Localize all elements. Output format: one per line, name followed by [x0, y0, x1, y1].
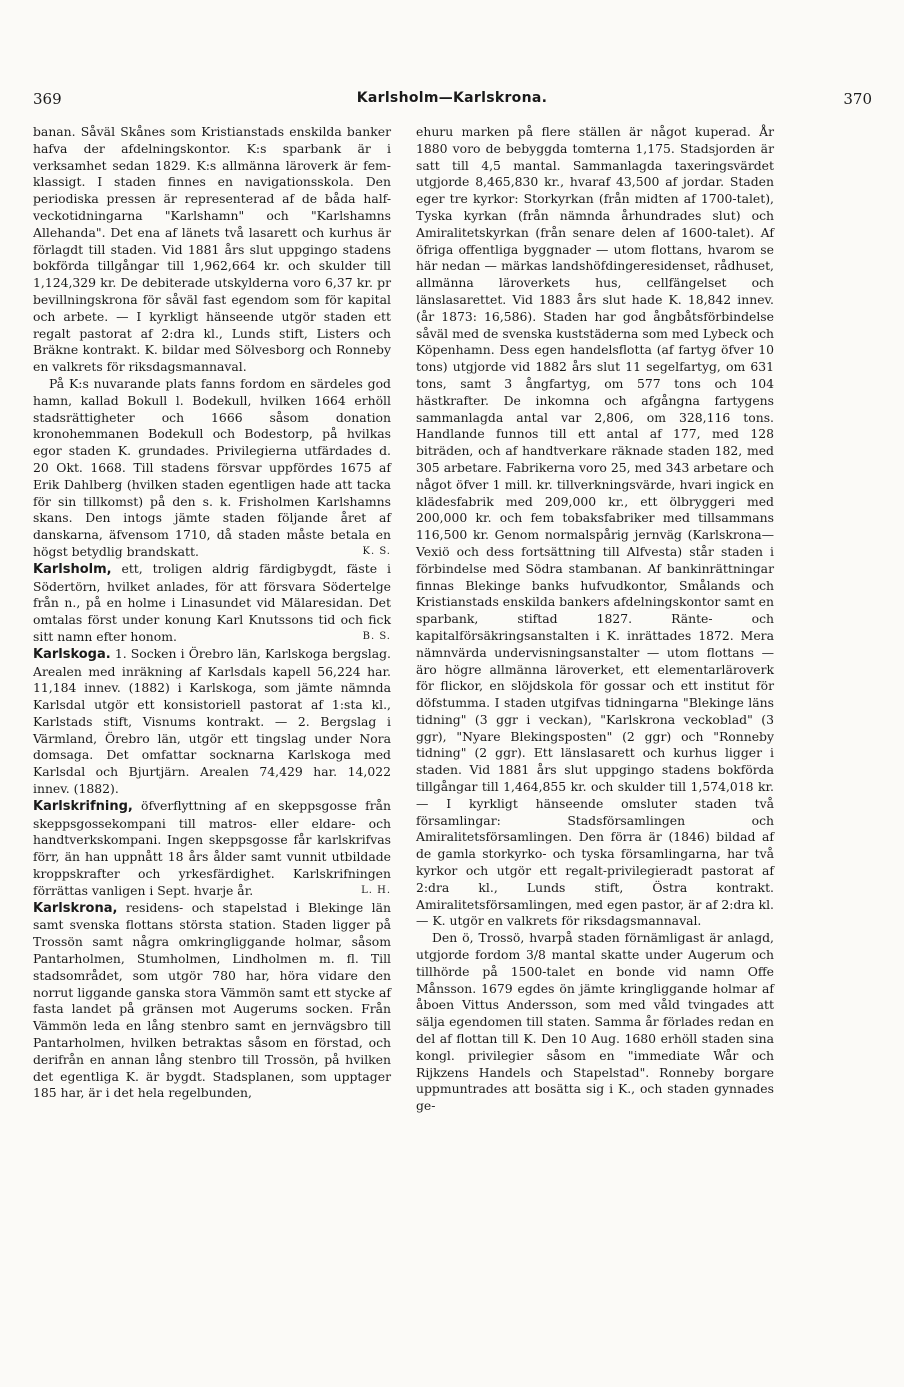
karlshamn-history [33, 376, 391, 561]
karlshamn-history-text: På K:s nuvarande plats fanns fordom en särdeles god hamn, kallad Bokull l. Bodekull, hvilken 1664 erhöll stadsrättigheter och 1666 såsom donation kronohemmanen Bodekull och Bodestorp, på hvilkas egor staden K. grundades. Privilegierna utfärdades d. 20 Okt. 1668. Till stadens försvar uppfördes 1675 af Erik Dahlberg (hvilken staden egentligen hade att tacka för sin tillkomst) på den s. k. Frisholmen Karlshamns skans. Den intogs jämte staden följande året af danskarna, äfvensom 1710, då staden måste betala en högst betydlig brandskatt. [33, 375, 391, 559]
column-gutter [400, 124, 401, 1384]
page-header [30, 90, 874, 114]
karlskrona-history: Den ö, Trossö, hvarpå staden förnämligast är anlagd, utgjorde fordom 3/8 mantal skatte under Augerum och tillhörde på 1500-talet en bonde vid namn Offe Månsson. 1679 egdes ön jämte kringliggande holmar af åboen Vittus Andersson, som med våld tvingades att sälja egendomen till staten. Samma år förlades redan en del af flottan till K. Den 10 Aug. 1680 erhöll staden sina kongl. privilegier såsom en "immediate Wår och Rijkzens Handels och Stapelstad". Ronneby borgare uppmuntrades att bosätta sig i K., och staden gynnades ge- [416, 930, 774, 1114]
karlshamn-continuation: banan. Såväl Skånes som Kristianstads enskilda banker hafva der afdelningskontor. K:s sparbank är i verksamhet sedan 1829. K:s allmänna läroverk är fem-klassigt. I staden finnes en navigationsskola. Den periodiska pressen är representerad af de båda half-veckotidningarna "Karlshamn" och "Karlshamns Allehanda". Det ena af länets två lasarett och kurhus är förlagdt till staden. Vid 1881 års slut uppgingo stadens bokförda tillgångar till 1,962,664 kr. och skulder till 1,124,329 kr. De debiterade utskylderna voro 6,37 kr. pr bevillningskrona för såväl fast egendom som för kapital och arbete. — I kyrkligt hänseende utgör staden ett regalt pastorat af 2:dra kl., Lunds stift, Listers och Bräkne kontrakt. K. bildar med Sölvesborg och Ronneby en valkrets för riksdagsmannaval. [33, 124, 391, 375]
karlskrona-continuation: ehuru marken på flere ställen är något kuperad. År 1880 voro de bebyggda tomterna 1,175. Stadsjorden är satt till 4,5 mantal. Sammanlagda taxeringsvärdet utgjorde 8,465,830 kr., hvaraf 43,500 af jordar. Staden eger tre kyrkor: Storkyrkan (från midten af 1700-talet), Tyska kyrkan (från nämnda århundrades slut) och Amiralitetskyrkan (från senare delen af 1600-talet). Af öfriga offentliga byggnader — utom flottans, hvarom se här nedan — märkas landshöfdingeresidenset, rådhuset, allmänna läroverkets hus, cellfängelset och länslasarettet. Vid 1883 års slut hade K. 18,842 innev. (år 1873: 16,586). Staden har god ångbåtsförbindelse såväl med de svenska kuststäderna som med Lybeck och Köpenhamn. Dess egen handelsflotta (af fartyg öfver 10 tons) utgjorde vid 1882 års slut 11 segelfartyg, om 631 tons, samt 3 ångfartyg, om 577 tons och 104 hästkrafter. De inkomna och afgångna fartygens sammanlagda antal var 2,806, om 328,116 tons. Handlande funnos till ett antal af 177, med 128 biträden, och af handtverkare räknade staden 182, med 305 arbetare. Fabrikerna voro 25, med 343 arbetare och något öfver 1 mill. kr. tillverkningsvärde, hvari ingick en klädesfabrik med 209,000 kr., ett ölbryggeri med 200,000 kr. och fem tobaksfabriker med tillsammans 116,500 kr. Genom normalspårig jernväg (Karlskrona—Vexiö och dess fortsättning till Alfvesta) står staden i förbindelse med Södra stambanan. Af bankinrättningar finnas Blekinge banks hufvudkontor, Smålands och Kristianstads enskilda bankers afdelningskontor samt en sparbank, stiftad 1827. Ränte- och kapitalförsäkringsanstalten i K. inrättades 1872. Mera nämnvärda undervisningsanstalter — utom flottans — äro högre allmänna läroverket, ett elementarläroverk för flickor, en slöjdskola för gossar och ett institut för döfstumma. I staden utgifvas tidningarna "Blekinge läns tidning" (3 ggr i veckan), "Karlskrona veckoblad" (3 ggr), "Nyare Blekingsposten" (2 ggr) och "Ronneby tidning" (2 ggr). Ett länslasarett och kurhus ligger i staden. Vid 1881 års slut uppgingo stadens bokförda tillgångar till 1,464,855 kr. och skulder till 1,574,018 kr. — I kyrkligt hänseende omsluter staden två församlingar: Stadsförsamlingen och Amiralitetsförsamlingen. Den förra är (1846) bildad af de gamla storkyrko- och tyska församlingarna, har två kyrkor och utgör ett regalt-privilegieradt pastorat af 2:dra kl., Lunds stift, Östra kontrakt. Amiralitetsförsamlingen, med egen pastor, är af 2:dra kl. — K. utgör en valkrets för riksdagsmannaval. [416, 124, 774, 929]
entry-karlskoga [33, 646, 391, 798]
entry-karlskrona-text: residens- och stapelstad i Blekinge län samt svenska flottans största station. Staden ligger på Trossön samt några omkringliggande holmar, såsom Pantarholmen, Stumholmen, Lindholmen m. fl. Till stadsområdet, som utgör 780 har, höra vidare den norrut liggande ganska stora Vämmön samt ett stycke af fasta landet på gränsen mot Augerums socken. Från Vämmön leda en lång stenbro samt en jernvägsbro till Pantarholmen, hvilken betraktas såsom en förstad, och derifrån en annan lång stenbro till Trossön, på hvilken det egentliga K. är bygdt. Stadsplanen, som upptager 185 har, är i det hela regelbunden, [33, 899, 391, 1101]
author-signature: K. S. [362, 545, 391, 557]
right-column [416, 124, 774, 1115]
author-signature: B. S. [362, 630, 391, 642]
entry-karlsholm [33, 561, 391, 646]
author-signature: L. H. [361, 884, 391, 896]
running-title: Karlsholm—Karlskrona. [356, 90, 548, 106]
left-column [33, 124, 391, 1102]
headword-karlskoga: Karlskoga. [33, 646, 111, 662]
page-number-right: 370 [843, 90, 872, 108]
entry-karlsholm-text: ett, troligen aldrig färdigbygdt, fäste i Södertörn, hvilket anlades, för att försvara Södertelge från n., på en holme i Linasundet vid Mälaresidan. Det omtalas först under konung Karl Knutssons tid och fick sitt namn efter honom. [33, 560, 391, 644]
headword-karlsholm: Karlsholm, [33, 561, 112, 577]
entry-karlskrona [33, 900, 391, 1103]
page-number-left: 369 [33, 90, 62, 108]
entry-karlskoga-text: 1. Socken i Örebro län, Karlskoga bergslag. Arealen med inräkning af Karlsdals kapell 56,224 har. 11,184 innev. (1882) i Karlskoga, som jämte nämnda Karlsdal utgör ett konsistoriell pastorat af 1:sta kl., Karlstads stift, Visnums kontrakt. — 2. Bergslag i Värmland, Örebro län, utgör ett tingslag under Nora domsaga. Det omfattar socknarna Karlskoga med Karlsdal och Bjurtjärn. Arealen 74,429 har. 14,022 innev. (1882). [33, 645, 391, 797]
entry-karlskrifning [33, 798, 391, 900]
entry-karlskrifning-text: öfverflyttning af en skeppsgosse från skeppsgossekompani till matros- eller eldare- och handtverkskompani. Ingen skeppsgosse får karlskrifvas förr, än han uppnått 18 års ålder samt vunnit utbildade kroppskrafter och yrkesfärdighet. Karlskrifningen förrättas vanligen i Sept. hvarje år. [33, 797, 391, 898]
headword-karlskrifning: Karlskrifning, [33, 798, 133, 814]
headword-karlskrona: Karlskrona, [33, 900, 118, 916]
